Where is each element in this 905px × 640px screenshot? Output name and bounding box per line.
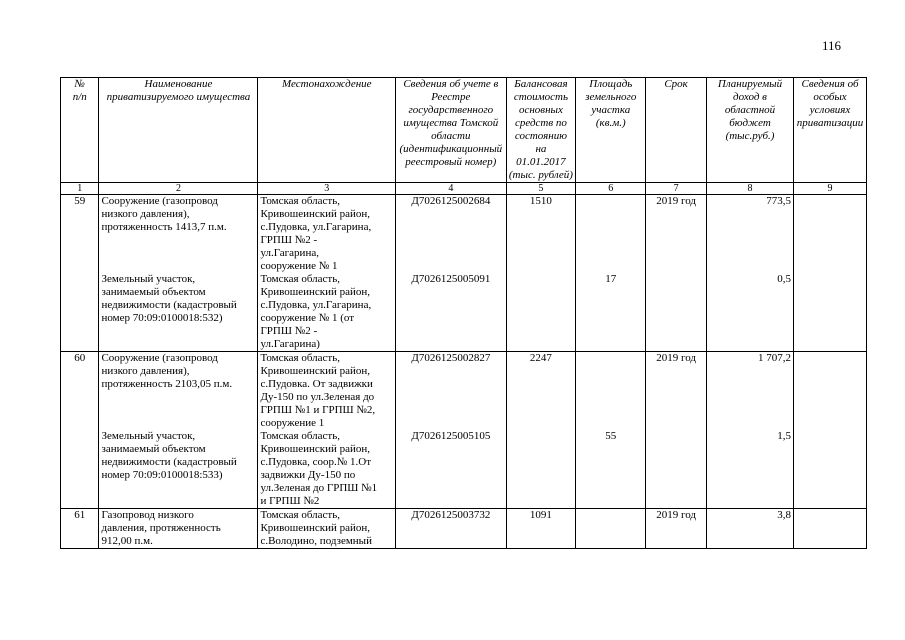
item-name: Земельный участок, занимаемый объектом недвижимости (кадастровый номер 70:09:0100018:532) xyxy=(101,273,237,324)
item-balance-value-cell xyxy=(506,509,576,549)
item-balance-value: 1510 xyxy=(529,195,552,207)
item-balance-value: 1091 xyxy=(529,509,552,521)
item-land-area xyxy=(578,352,643,430)
item-location-cell xyxy=(258,195,396,352)
item-name-cell xyxy=(99,195,258,352)
item-conditions-cell xyxy=(794,509,867,549)
item-registry-number: Д7026125002684 xyxy=(411,195,491,207)
item-term xyxy=(648,273,704,351)
item-land-area-cell xyxy=(576,509,646,549)
item-location: Томская область, Кривошеинский район, с.Володино, подземный xyxy=(260,509,372,547)
col-header-location: Местонахождение xyxy=(258,78,396,183)
item-registry-number-cell xyxy=(396,509,506,549)
item-term: 2019 год xyxy=(656,352,696,364)
item-land-area: 17 xyxy=(605,273,617,285)
column-number: 7 xyxy=(646,183,707,195)
column-number: 2 xyxy=(99,183,258,195)
column-number: 4 xyxy=(396,183,506,195)
column-number-row xyxy=(61,183,867,195)
item-location-cell xyxy=(258,352,396,509)
row-number: 61 xyxy=(61,509,99,549)
item-land-area-cell xyxy=(576,352,646,509)
col-header-name: Наименование приватизируемого имущества xyxy=(99,78,258,183)
item-name: Земельный участок, занимаемый объектом недвижимости (кадастровый номер 70:09:0100018:533) xyxy=(101,430,237,481)
item-balance-value-cell xyxy=(506,352,576,509)
item-name-cell xyxy=(99,352,258,509)
row-number: 60 xyxy=(61,352,99,509)
col-header-income: Планируемый доход в областной бюджет (тыс.руб.) xyxy=(706,78,793,183)
item-location-cell xyxy=(258,509,396,549)
item-land-area-cell xyxy=(576,195,646,352)
item-term-cell xyxy=(646,352,707,509)
item-conditions-cell xyxy=(794,195,867,352)
item-balance-value xyxy=(509,430,574,508)
item-term: 2019 год xyxy=(656,195,696,207)
table-row xyxy=(61,509,867,549)
item-land-area xyxy=(578,509,643,548)
page-number: 116 xyxy=(822,38,842,53)
column-number: 8 xyxy=(706,183,793,195)
item-name: Газопровод низкого давления, протяженность 912,00 п.м. xyxy=(101,509,221,547)
item-planned-income: 773,5 xyxy=(766,195,792,207)
item-registry-number: Д7026125002827 xyxy=(411,352,491,364)
item-registry-number: Д7026125005105 xyxy=(411,430,491,442)
item-land-area xyxy=(578,195,643,273)
item-planned-income-cell xyxy=(706,509,793,549)
column-number: 5 xyxy=(506,183,576,195)
privatization-table xyxy=(60,77,867,549)
item-balance-value-cell xyxy=(506,195,576,352)
item-conditions-cell xyxy=(794,352,867,509)
item-planned-income: 0,5 xyxy=(777,273,792,285)
row-number: 59 xyxy=(61,195,99,352)
item-term: 2019 год xyxy=(656,509,696,521)
item-planned-income: 1,5 xyxy=(777,430,792,442)
column-number: 3 xyxy=(258,183,396,195)
header-row xyxy=(61,78,867,183)
item-location: Томская область, Кривошеинский район, с.Пудовка. От задвижки Ду-150 по ул.Зеленая до ГРПШ №1 и ГРПШ №2, сооружение 1 xyxy=(260,352,376,429)
col-header-balance: Балансовая стоимость основных средств по состоянию на 01.01.2017 (тыс. рублей) xyxy=(506,78,576,183)
item-registry-number-cell xyxy=(396,195,506,352)
col-header-registry: Сведения об учете в Реестре государственного имущества Томской области (идентификационный реестровый номер) xyxy=(396,78,506,183)
item-planned-income: 3,8 xyxy=(777,509,792,521)
item-term-cell xyxy=(646,509,707,549)
item-planned-income-cell xyxy=(706,352,793,509)
item-registry-number: Д7026125003732 xyxy=(411,509,491,521)
item-name: Сооружение (газопровод низкого давления), протяженность 2103,05 п.м. xyxy=(101,352,233,390)
col-header-number: № п/п xyxy=(61,78,99,183)
item-term-cell xyxy=(646,195,707,352)
item-planned-income: 1 707,2 xyxy=(758,352,792,364)
item-location: Томская область, Кривошеинский район, с.Пудовка, ул.Гагарина, ГРПШ №2 - ул.Гагарина, сооружение № 1 xyxy=(260,195,372,272)
item-registry-number: Д7026125005091 xyxy=(411,273,491,285)
col-header-conditions: Сведения об особых условиях приватизации xyxy=(794,78,867,183)
col-header-area: Площадь земельного участка (кв.м.) xyxy=(576,78,646,183)
column-number: 1 xyxy=(61,183,99,195)
table-row xyxy=(61,195,867,352)
col-header-term: Срок xyxy=(646,78,707,183)
item-balance-value xyxy=(509,273,574,351)
item-planned-income-cell xyxy=(706,195,793,352)
item-balance-value: 2247 xyxy=(529,352,552,364)
column-number: 6 xyxy=(576,183,646,195)
item-location: Томская область, Кривошеинский район, с.Пудовка, ул.Гагарина, сооружение № 1 (от ГРПШ №2 - ул.Гагарина) xyxy=(260,273,372,350)
item-land-area: 55 xyxy=(605,430,617,442)
table-body xyxy=(61,195,867,549)
item-term xyxy=(648,430,704,508)
table-row xyxy=(61,352,867,509)
item-location: Томская область, Кривошеинский район, с.Пудовка, соор.№ 1.От задвижки Ду-150 по ул.Зеленая до ГРПШ №1 и ГРПШ №2 xyxy=(260,430,378,507)
item-name-cell xyxy=(99,509,258,549)
item-name: Сооружение (газопровод низкого давления), протяженность 1413,7 п.м. xyxy=(101,195,227,233)
item-registry-number-cell xyxy=(396,352,506,509)
column-number: 9 xyxy=(794,183,867,195)
